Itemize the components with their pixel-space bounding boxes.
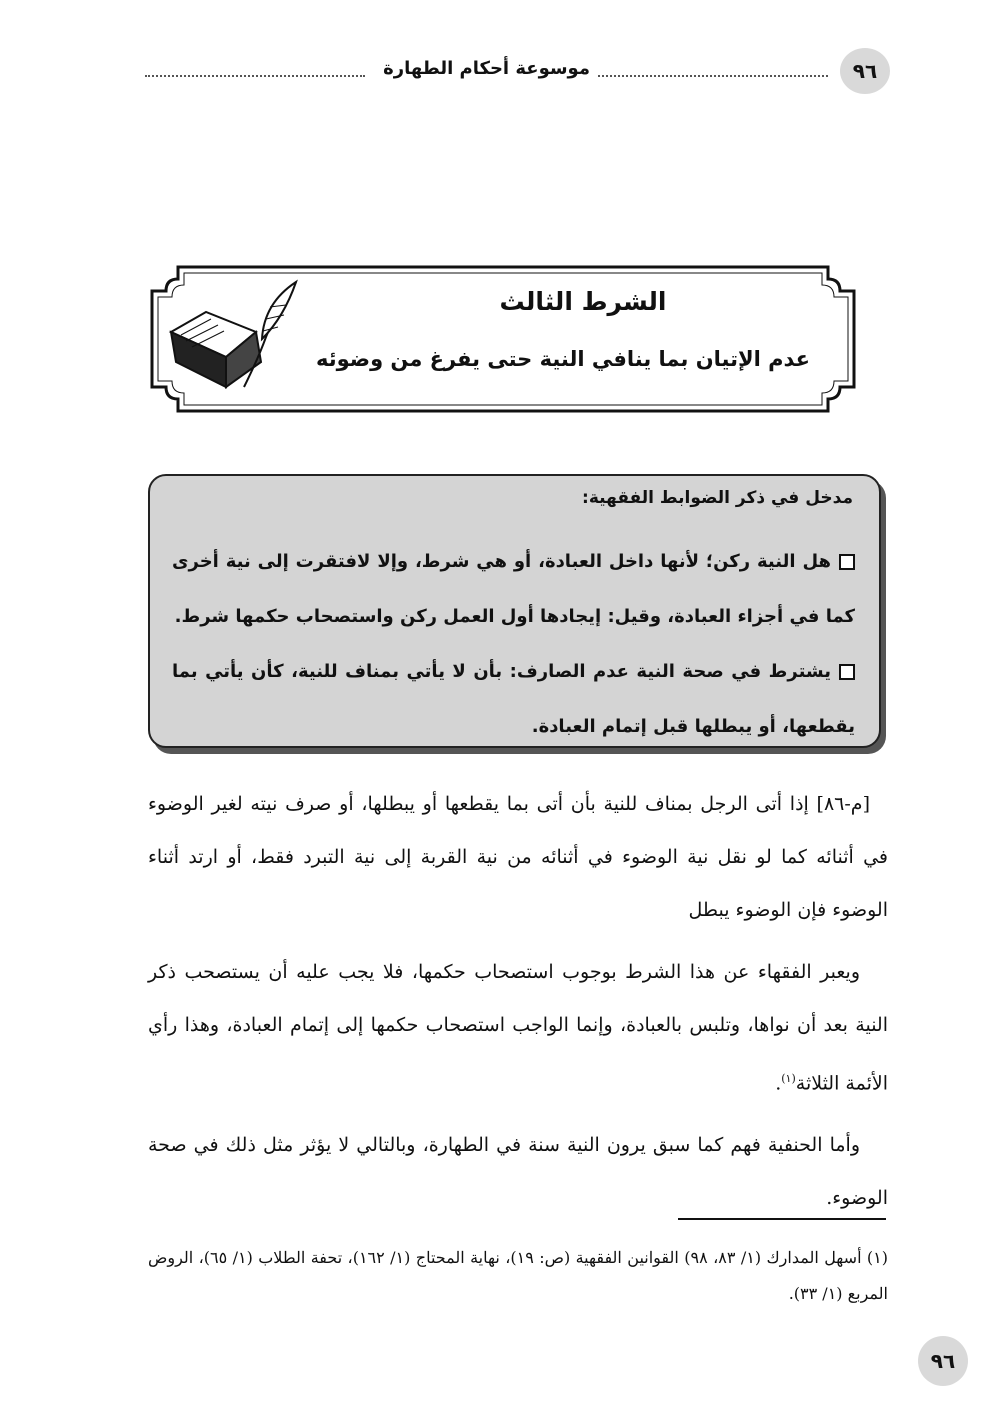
section-title: الشرط الثالث (499, 287, 667, 316)
footer-page-number: ٩٦ (918, 1336, 968, 1386)
body-paragraph-text: ويعبر الفقهاء عن هذا الشرط بوجوب استصحاب حكمها، فلا يجب عليه أن يستصحب ذكر النية بعد أن نواها، وتلبس بالعبادة، وإنما الواجب استصحاب حكمها إلى إتمام العبادة، وهذا رأي الأئمة الثلاثة (148, 961, 888, 1095)
section-subtitle: عدم الإتيان بما ينافي النية حتى يفرغ من وضوئه (315, 347, 810, 371)
footnote-reference[interactable]: (١) (781, 1072, 796, 1085)
footnote: (١) أسهل المدارك (١/ ٨٣، ٩٨) القوانين الفقهية (ص: ١٩)، نهاية المحتاج (١/ ١٦٢)، تحفة الطلاب (١/ ٦٥)، الروض المربع (١/ ٣٣). (148, 1248, 889, 1303)
header-divider-right (598, 75, 828, 77)
rules-summary-box (148, 474, 881, 748)
body-paragraph: [م-٨٦] إذا أتى الرجل بمناف للنية بأن أتى بما يقطعها أو يبطلها، أو صرف نيته لغير الوضوء في أثنائه كما لو نقل نية الوضوء في أثنائه من نية القربة إلى نية التبرد فقط، أو ارتد أثناء الوضوء فإن الوضوء يبطل (148, 793, 888, 921)
checkbox-bullet-icon (839, 664, 855, 680)
summary-item (172, 534, 855, 644)
summary-heading: مدخل في ذكر الضوابط الفقهية: (582, 488, 853, 508)
main-text (148, 778, 888, 1234)
header-page-number: ٩٦ (840, 48, 890, 94)
summary-item (172, 644, 855, 754)
header-divider-left (145, 75, 365, 77)
body-paragraph (148, 946, 888, 1110)
checkbox-bullet-icon (839, 554, 855, 570)
sentence-end: . (775, 1072, 782, 1095)
summary-list (172, 534, 855, 754)
summary-item-text: هل النية ركن؛ لأنها داخل العبادة، أو هي شرط، وإلا لافتقرت إلى نية أخرى كما في أجزاء العبادة، وقيل: إيجادها أول العمل ركن واستصحاب حكمها شرط. (172, 551, 855, 627)
page-header (145, 48, 890, 94)
body-paragraph: وأما الحنفية فهم كما سبق يرون النية سنة في الطهارة، وبالتالي لا يؤثر مثل ذلك في صحة الوضوء. (148, 1134, 888, 1210)
summary-item-text: يشترط في صحة النية عدم الصارف: بأن لا يأتي بمناف للنية، كأن يأتي بما يقطعها، أو يبطلها قبل إتمام العبادة. (172, 661, 855, 737)
section-title-frame (148, 265, 858, 413)
running-title: موسوعة أحكام الطهارة (383, 58, 590, 79)
book-quill-icon (166, 277, 306, 401)
footnote-divider (678, 1218, 886, 1220)
